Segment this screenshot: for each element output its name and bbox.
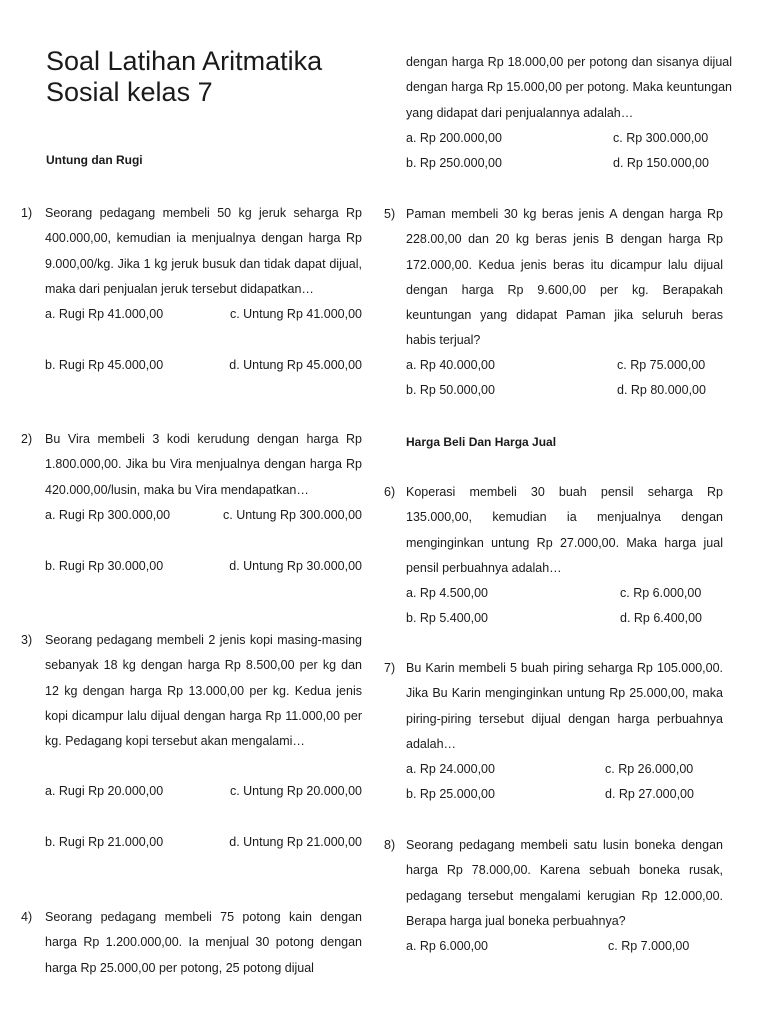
- option-d[interactable]: d. Untung Rp 21.000,00: [229, 835, 362, 849]
- option-d[interactable]: d. Rp 150.000,00: [613, 156, 709, 170]
- option-b[interactable]: b. Rp 250.000,00: [406, 156, 502, 170]
- option-a[interactable]: a. Rugi Rp 300.000,00: [45, 508, 171, 522]
- question-text: Bu Vira membeli 3 kodi kerudung dengan harga Rp 1.800.000,00. Jika bu Vira menjualnya dengan harga Rp 420.000,00/lusin, maka bu Vira mendapatkan…: [45, 432, 362, 497]
- option-a[interactable]: a. Rp 6.000,00: [406, 939, 489, 953]
- question-number: 6): [384, 485, 396, 499]
- option-c[interactable]: c. Rp 7.000,00: [608, 939, 690, 953]
- question-text: Seorang pedagang membeli satu lusin boneka dengan harga Rp 78.000,00. Karena sebuah boneka rusak, pedagang tersebut mengalami kerugian Rp 12.000,00. Berapa harga jual boneka perbuahnya?: [406, 838, 723, 928]
- question-text: Bu Karin membeli 5 buah piring seharga Rp 105.000,00. Jika Bu Karin menginginkan untung Rp 25.000,00, maka piring-piring tersebut dijual dengan harga perbuahnya adalah…: [406, 661, 723, 751]
- option-a[interactable]: a. Rp 40.000,00: [406, 358, 495, 372]
- option-d[interactable]: d. Untung Rp 30.000,00: [229, 559, 362, 573]
- question-text-part-1: Seorang pedagang membeli 75 potong kain dengan harga Rp 1.200.000,00. Ia menjual 30 potong dengan harga Rp 25.000,00 per potong, 25 potong dijual: [45, 910, 362, 975]
- option-c[interactable]: c. Untung Rp 300.000,00: [223, 508, 362, 522]
- option-d[interactable]: d. Rp 6.400,00: [620, 611, 703, 625]
- option-d[interactable]: d. Untung Rp 45.000,00: [229, 358, 362, 372]
- option-b[interactable]: b. Rp 25.000,00: [406, 787, 495, 801]
- option-b[interactable]: b. Rp 5.400,00: [406, 611, 489, 625]
- option-b[interactable]: b. Rugi Rp 21.000,00: [45, 835, 164, 849]
- question-number: 2): [21, 432, 33, 446]
- option-b[interactable]: b. Rugi Rp 30.000,00: [45, 559, 164, 573]
- option-a[interactable]: a. Rp 200.000,00: [406, 131, 502, 145]
- question-number: 8): [384, 838, 396, 852]
- question-number: 7): [384, 661, 396, 675]
- question-number: 1): [21, 206, 33, 220]
- option-c[interactable]: c. Rp 26.000,00: [605, 762, 694, 776]
- page-title: Soal Latihan Aritmatika Sosial kelas 7: [46, 46, 323, 107]
- option-c[interactable]: c. Untung Rp 20.000,00: [229, 784, 362, 798]
- question-text: Koperasi membeli 30 buah pensil seharga Rp 135.000,00, kemudian ia menjualnya dengan menginginkan untung Rp 27.000,00. Maka harga jual pensil perbuahnya adalah…: [406, 485, 723, 575]
- section-heading-untung-rugi: Untung dan Rugi: [46, 153, 143, 167]
- option-b[interactable]: b. Rp 50.000,00: [406, 383, 495, 397]
- option-a[interactable]: a. Rugi Rp 20.000,00: [45, 784, 164, 798]
- option-a[interactable]: a. Rp 24.000,00: [406, 762, 495, 776]
- option-c[interactable]: c. Rp 6.000,00: [620, 586, 702, 600]
- option-d[interactable]: d. Rp 80.000,00: [617, 383, 706, 397]
- question-number: 5): [384, 207, 396, 221]
- question-number: 4): [21, 910, 33, 924]
- question-text: Seorang pedagang membeli 2 jenis kopi masing-masing sebanyak 18 kg dengan harga Rp 8.500,00 per kg dan 12 kg dengan harga Rp 13.000,00 per kg. Kedua jenis kopi dicampur lalu dijual dengan harga Rp 11.000,00 per kg. Pedagang kopi tersebut akan mengalami…: [45, 633, 362, 749]
- option-a[interactable]: a. Rp 4.500,00: [406, 586, 489, 600]
- option-c[interactable]: c. Rp 75.000,00: [617, 358, 706, 372]
- option-c[interactable]: c. Rp 300.000,00: [613, 131, 709, 145]
- question-text: Paman membeli 30 kg beras jenis A dengan harga Rp 228.00,00 dan 20 kg beras jenis B dengan harga Rp 172.000,00. Kedua jenis beras itu dicampur lalu dijual dengan harga Rp 9.600,00 per kg. Berapakah keuntungan yang didapat Paman jika seluruh beras habis terjual?: [406, 207, 723, 348]
- question-text: Seorang pedagang membeli 50 kg jeruk seharga Rp 400.000,00, kemudian ia menjualnya dengan harga Rp 9.000,00/kg. Jika 1 kg jeruk busuk dan tidak dapat dijual, maka dari penjualan jeruk tersebut didapatkan…: [45, 206, 362, 296]
- option-b[interactable]: b. Rugi Rp 45.000,00: [45, 358, 164, 372]
- option-a[interactable]: a. Rugi Rp 41.000,00: [45, 307, 164, 321]
- section-heading-harga-beli-jual: Harga Beli Dan Harga Jual: [406, 435, 557, 449]
- question-text-part-2: dengan harga Rp 18.000,00 per potong dan sisanya dijual dengan harga Rp 15.000,00 per potong. Maka keuntungan yang didapat dari penjualannya adalah…: [406, 55, 732, 120]
- option-c[interactable]: c. Untung Rp 41.000,00: [229, 307, 362, 321]
- question-number: 3): [21, 633, 33, 647]
- option-d[interactable]: d. Rp 27.000,00: [605, 787, 694, 801]
